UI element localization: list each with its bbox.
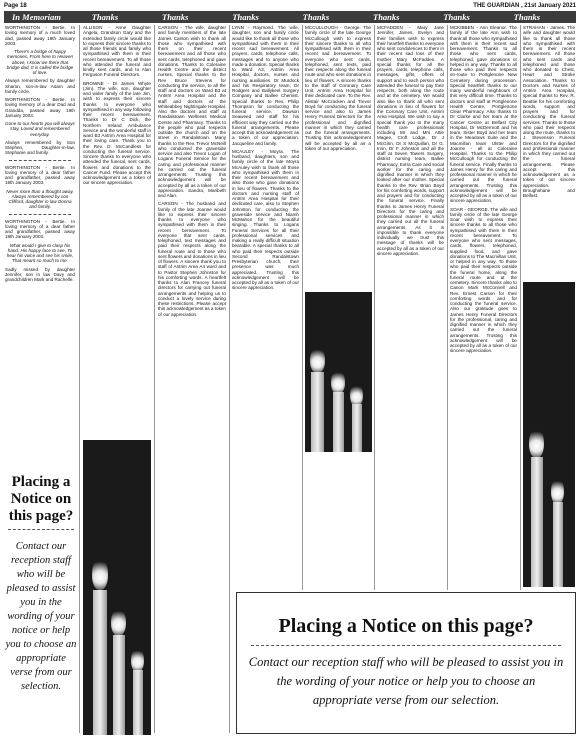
thanks-notice: ALLISON - Anne Daughter Angela, Grandson Gary and the extended family circle would like to express their sincere thanks to all those friends and family who sympathised with them in their recent bereavement. To all those who attended the funeral and kindly sent cards, and to Alan Ferguson Funeral Directors. <box>83 25 151 78</box>
thanks-column-6 <box>377 25 444 480</box>
banner-thanks-6: Thanks <box>443 12 470 22</box>
column-rule <box>229 25 230 733</box>
thanks-notice: CARSON - The husband and family of the late Joanne would like to express their sincere thanks to everyone who sympathised with them in their recent bereavement. To everyone that sent cards, telephoned, text messages and paid their respects along the funeral route and to those who sent flowers and donations in lieu of flowers. A sincere thank you to staff of Antrim Area A4 ward and to Pastor Stephen Johnston for his comforting words. A heartfelt thanks to Alan Francey funeral directors for carrying out funeral arrangements and helping us to conduct a lovely service during these restrictions. Please accept this acknowledgement as a token of our appreciation. <box>158 201 226 317</box>
thanks-notice: MCKIBBEN - Ann Eleanor. The family of the late Ann wish to thank all those who sympathised with them in their recent sad bereavement. Thanks to all those who sent cards, telephoned, gave donations or helped in any way. Thanks to all those who paid their respects en-route to Portglenone New Cemetery during procession. Special heartfelt thanks to our many wonderful neighbours of this very difficult time. Thanks to doctors and staff at Portglenone Health Centre, Portglenone Clear Pharmacy. Also thanks to Dr Clarke and her team at the Cancer Centre at Belfast City Hospital, Dr McDermott and his team, Sister Boyd and her team in the Meadows Suite and the Macmillan team Ulster and Joanne - all at Coleraine Hospital. Thanks to the Philip McCullough for conducting the funeral service. Finally thanks to James Henry for the caring and professional manner in which he carried out the funeral arrangements. Trusting this acknowledgement will be accepted by all as a token of our sincere appreciation. <box>450 25 517 204</box>
placing-notice-body: Contact our reception staff who will be pleased to assist you in the wording of your notice or help you to choose an appropriate verse from our selection. <box>5 541 77 692</box>
notice-text: WORTHINGTON - Bertie. In loving memory of a dear father and grandfather, passed away 19th January 2003. <box>5 218 75 240</box>
notice-verse: There's a bridge of happy memories, From here to Heaven above, I know we there that bridge dad, It is called the bridge of love. <box>6 49 74 75</box>
paper-dateline: THE GUARDIAN , 21st January 2021 <box>473 3 576 9</box>
column-rule <box>520 25 521 590</box>
thanks-notice: MCCULLOUGH - George. The family circle of the late George McCullough wish to express their sincere thanks to all who sympathised with them in their recent sad bereavement. To everyone who sent cards, telephoned, sent texts, paid their respects along the funeral route and who sent donations in lieu of flowers. A sincere thanks to the staff of Coronary Care Unit, Antrim Area Hospital for their dedicated care. To the Rev. Alistair McCracken and Trevor Boyd for conducting the funeral service and also to James Henry Funeral Directors for the professional and dignified manner in which they carried out the funeral arrangements. Trusting this acknowledgement will be accepted by all as a token of our appreciation. <box>305 25 371 151</box>
notice-text: WORTHINGTON - Bertie. In loving memory of a much loved dad, passed away 19th January 2003. <box>5 25 75 46</box>
column-rule <box>447 25 448 590</box>
thanks-column-7 <box>450 25 517 587</box>
column-rule <box>154 25 155 733</box>
notice-text: Always remembered by daughter Sharon, son-in-law Adam and family circle. <box>5 78 75 94</box>
placing-notice-title: Placing a Notice on this page? <box>8 474 74 524</box>
column-rule <box>79 25 80 733</box>
page-number: Page 18 <box>4 3 27 9</box>
candles-photo <box>305 292 372 452</box>
thanks-column-3 <box>158 25 226 733</box>
banner-thanks-1: Thanks <box>91 12 119 22</box>
placing-notice-box <box>236 592 576 734</box>
thanks-notice: CARSON - The wife, daughter and family members of the late James Carson wish to thank all those who sympathised with them on their recent bereavement and all those who sent cards, telephoned and gave donations. Thanks to Coleraine Health Centre and the district nurses, Special thanks to the Rev Bruce Stevens for conducting the service, to all the staff and doctors on Ward B3 at Antrim Area Hospital and the staff and doctors at the Whiteabbey Nightingale Hospital. Also the doctors and staff at Randalstown Wellness Medical Centre and Pharmacy. Thanks to the people who paid respects outside the church and on the street in Randalstown. Many thanks to the Rev. Trevor McNeill who conducted the graveside service and also Trevor Logan of Logans Funeral Service for the caring and professional manner he carried out the funeral arrangements. Trusting this acknowledgement will be accepted by all as a token of our appreciation. Sandra, Maribeth and Alan. <box>158 25 226 198</box>
placing-notice-message: Contact our reception staff who will be pleased to assist you in the wording of your notice or help you to choose an appropriate verse from our selection. <box>248 655 564 707</box>
banner-thanks-5: Thanks <box>373 12 400 22</box>
placing-notice-heading: Placing a Notice on this page? <box>278 615 534 637</box>
banner-thanks-3: Thanks <box>232 12 259 22</box>
notice-verse: What would I give to clasp his hand, His happy face to see, To hear his voice and see his smile, That meant so much to me. <box>6 242 74 264</box>
thanks-column-5 <box>305 25 371 285</box>
notice-text: WORTHINGTON - Bertie. In loving memory of a dear Dad and Grandda, passed away 19th January 2003. <box>5 97 75 118</box>
banner-thanks-4: Thanks <box>302 12 330 22</box>
thanks-notice: MCFADDEN - Mary Jane Jennifer, James, Evelyn and their families wish to express their heartfelt thanks to everyone who sent condolences to them in their recent sad loss of their mother Mary McFadden. A special thanks for all the prayers, cards, telephone calls, messages, gifts, offers of support and to each person who attended the funeral to pay their respects, both along the route and at the cemetery. We would also like to thank all who sent donations in lieu of flowers for the Coronary Care Unit, Antrim Area Hospital. We wish to say a special thank you to the many health care professionals including Mr and Mrs Attie Magee, Croft Lodge, Dr J McGinn, Dr S McQuillan, Dr G. Irvin, Dr F Johnston and all the staff at Seven Towers Surgery, district nursing team, Ballee Pharmacy, Extra Care and social worker for the caring and dignified manner in which they looked after our mother. Special thanks to the Rev. Brian Boyd for his comforting words, support and prayers and for conducting the funeral service. Finally thanks to James Henry Funeral Directors for the caring and professional manner in which they carried out all the funeral arrangements. As it is impossible to thank everyone individually we trust this message of thanks will be accepted by all as a token of our sincere appreciation. <box>377 25 444 256</box>
thanks-notice: STRAHAN - James. The wife and daughter would like to thank all those who sympathised with them in their recent bereavement. All those who sent cards and telephoned and those who donated to Chest, Heart and Stroke Association. Thanks to Doctors and Nurses of Antrim Area Hospital, special thanks to Rev. R. Beattie for his comforting words, support and prayers and for conducting the funeral services. Thanks to those who paid their respects along the route, thanks to J. Stevenson Funeral Directors for the dignified and professional manner in which they carried out the funeral arrangements. Please accept this acknowledgement as a token of our sincere appreciation. Broughshane and Belfast. <box>523 25 575 198</box>
candles-photo <box>523 282 575 587</box>
notice-verse: Never more than a thought away. Always remembered by son Clifford, daughter in law Donna and family. <box>6 188 74 210</box>
thanks-notice: MCAULEY - Moyra. The husband, daughters, son and family circle of the late Moyra McAuley wish to thank all those who sympathised with them in their recent bereavement and also those who gave donations in lieu of flowers. Thanks to the doctors and nursing staff of Antrim Area Hospital for their dedicated care, also to Stephen Johnston for conducting the graveside service and Niamh McMahon for the beautiful singing. Thanks to Logans Funeral Services for all their professional services and making a really difficult situation bearable. A special thanks to all who paid their respects outside Second Randalstown Presbyterian church, their presence was much appreciated. Trusting this acknowledgement will be accepted by all as a token of our sincere appreciation. <box>232 148 299 291</box>
thanks-notice: SOAR - GEORGE. The wife and family circle of the late George Soar wish to express their sincere thanks to all those who sympathised with them in their recent bereavement. To everyone who sent messages, cards, flowers, telephoned, supplied food, and gave donations to The Macmillan Unit, or helped in any way. To those who paid their respects outside the funeral home, along the funeral route and at the cemetery. Sincere thanks also to Canon Mark McConnell and Rev. Ernest Carson for their comforting words and for conducting the funeral service. Also our gratitude goes to James Henry Funeral Directors for the professional, caring and dignified manner in which they carried out the funeral arrangements. Trusting this acknowledgement will be accepted by all as a token of our sincere appreciation. <box>450 206 517 354</box>
banner-thanks-7: Thanks <box>513 12 541 22</box>
in-memoriam-column <box>5 25 75 470</box>
page-header <box>4 2 576 11</box>
thanks-notice: LYNN - Raymond. The wife, daughter, son and family circle would like to thank all those who sympathised with them in their recent sad bereavement. All prayers, cards, telephone calls, messages and to anyone who made a donation. Special thanks to Ward A3, Antrim Area Hospital, doctors, nurses and nursing auxiliaries. Dr Murdock and his Respiratory team, Dr Rodgers and Ballykeel Surgery Company and Ballee Chemist. Special thanks to Rev. Philip Thompson for conducting the funeral service. Dawson Seaweed and staff for his efficient way they carried out the funeral arrangements. Please accept this acknowledgement as a token of our appreciation. Jacqueline and family. <box>232 25 299 146</box>
banner-thanks-2: Thanks <box>162 12 189 22</box>
banner-in-memoriam: In Memoriam <box>12 12 61 22</box>
thanks-notice: BROWNE - Di James Whyte (Jim). The wife, son, daughter and wider family of the late Jim, wish to express their sincere thanks to everyone who sympathised in any way following their recent bereavement. Thanks to Dr C Dick, the Northern Ireland Ambulance Service and the wonderful staff in ward B3 Antrim Area Hospital for their loving care. Thank you to the Rev. D. McCandless for conducting the funeral service. Sincere thanks to everyone who attended the funeral, sent cards, flowers and donations to the Cancer Fund. Please accept this acknowledgement as a token of our sincere appreciation. <box>83 80 151 186</box>
section-banner <box>4 11 576 23</box>
notice-verse: Gone to our hearts you will always stay, Loved and remembered everyday. <box>5 121 75 137</box>
notice-text: Always remembered by Son Stephen, Daughter-in-law, Stephanie and family. <box>5 139 75 156</box>
column-rule <box>374 25 375 590</box>
notice-text: WORTHINGTON - Bertie. In loving memory of a dear father and grandfather, passed away 19th January 2003. <box>5 164 75 186</box>
column-rule <box>302 25 303 590</box>
placing-notice-sidebar <box>4 474 78 734</box>
thanks-column-4 <box>232 25 299 480</box>
notice-text: Sadly missed by daughter Jennifer, son in law Davy and grandchildren Mark and Rachelle. <box>5 266 75 282</box>
candles-photo <box>83 440 151 735</box>
thanks-column-8 <box>523 25 575 275</box>
thanks-column-2 <box>83 25 151 430</box>
